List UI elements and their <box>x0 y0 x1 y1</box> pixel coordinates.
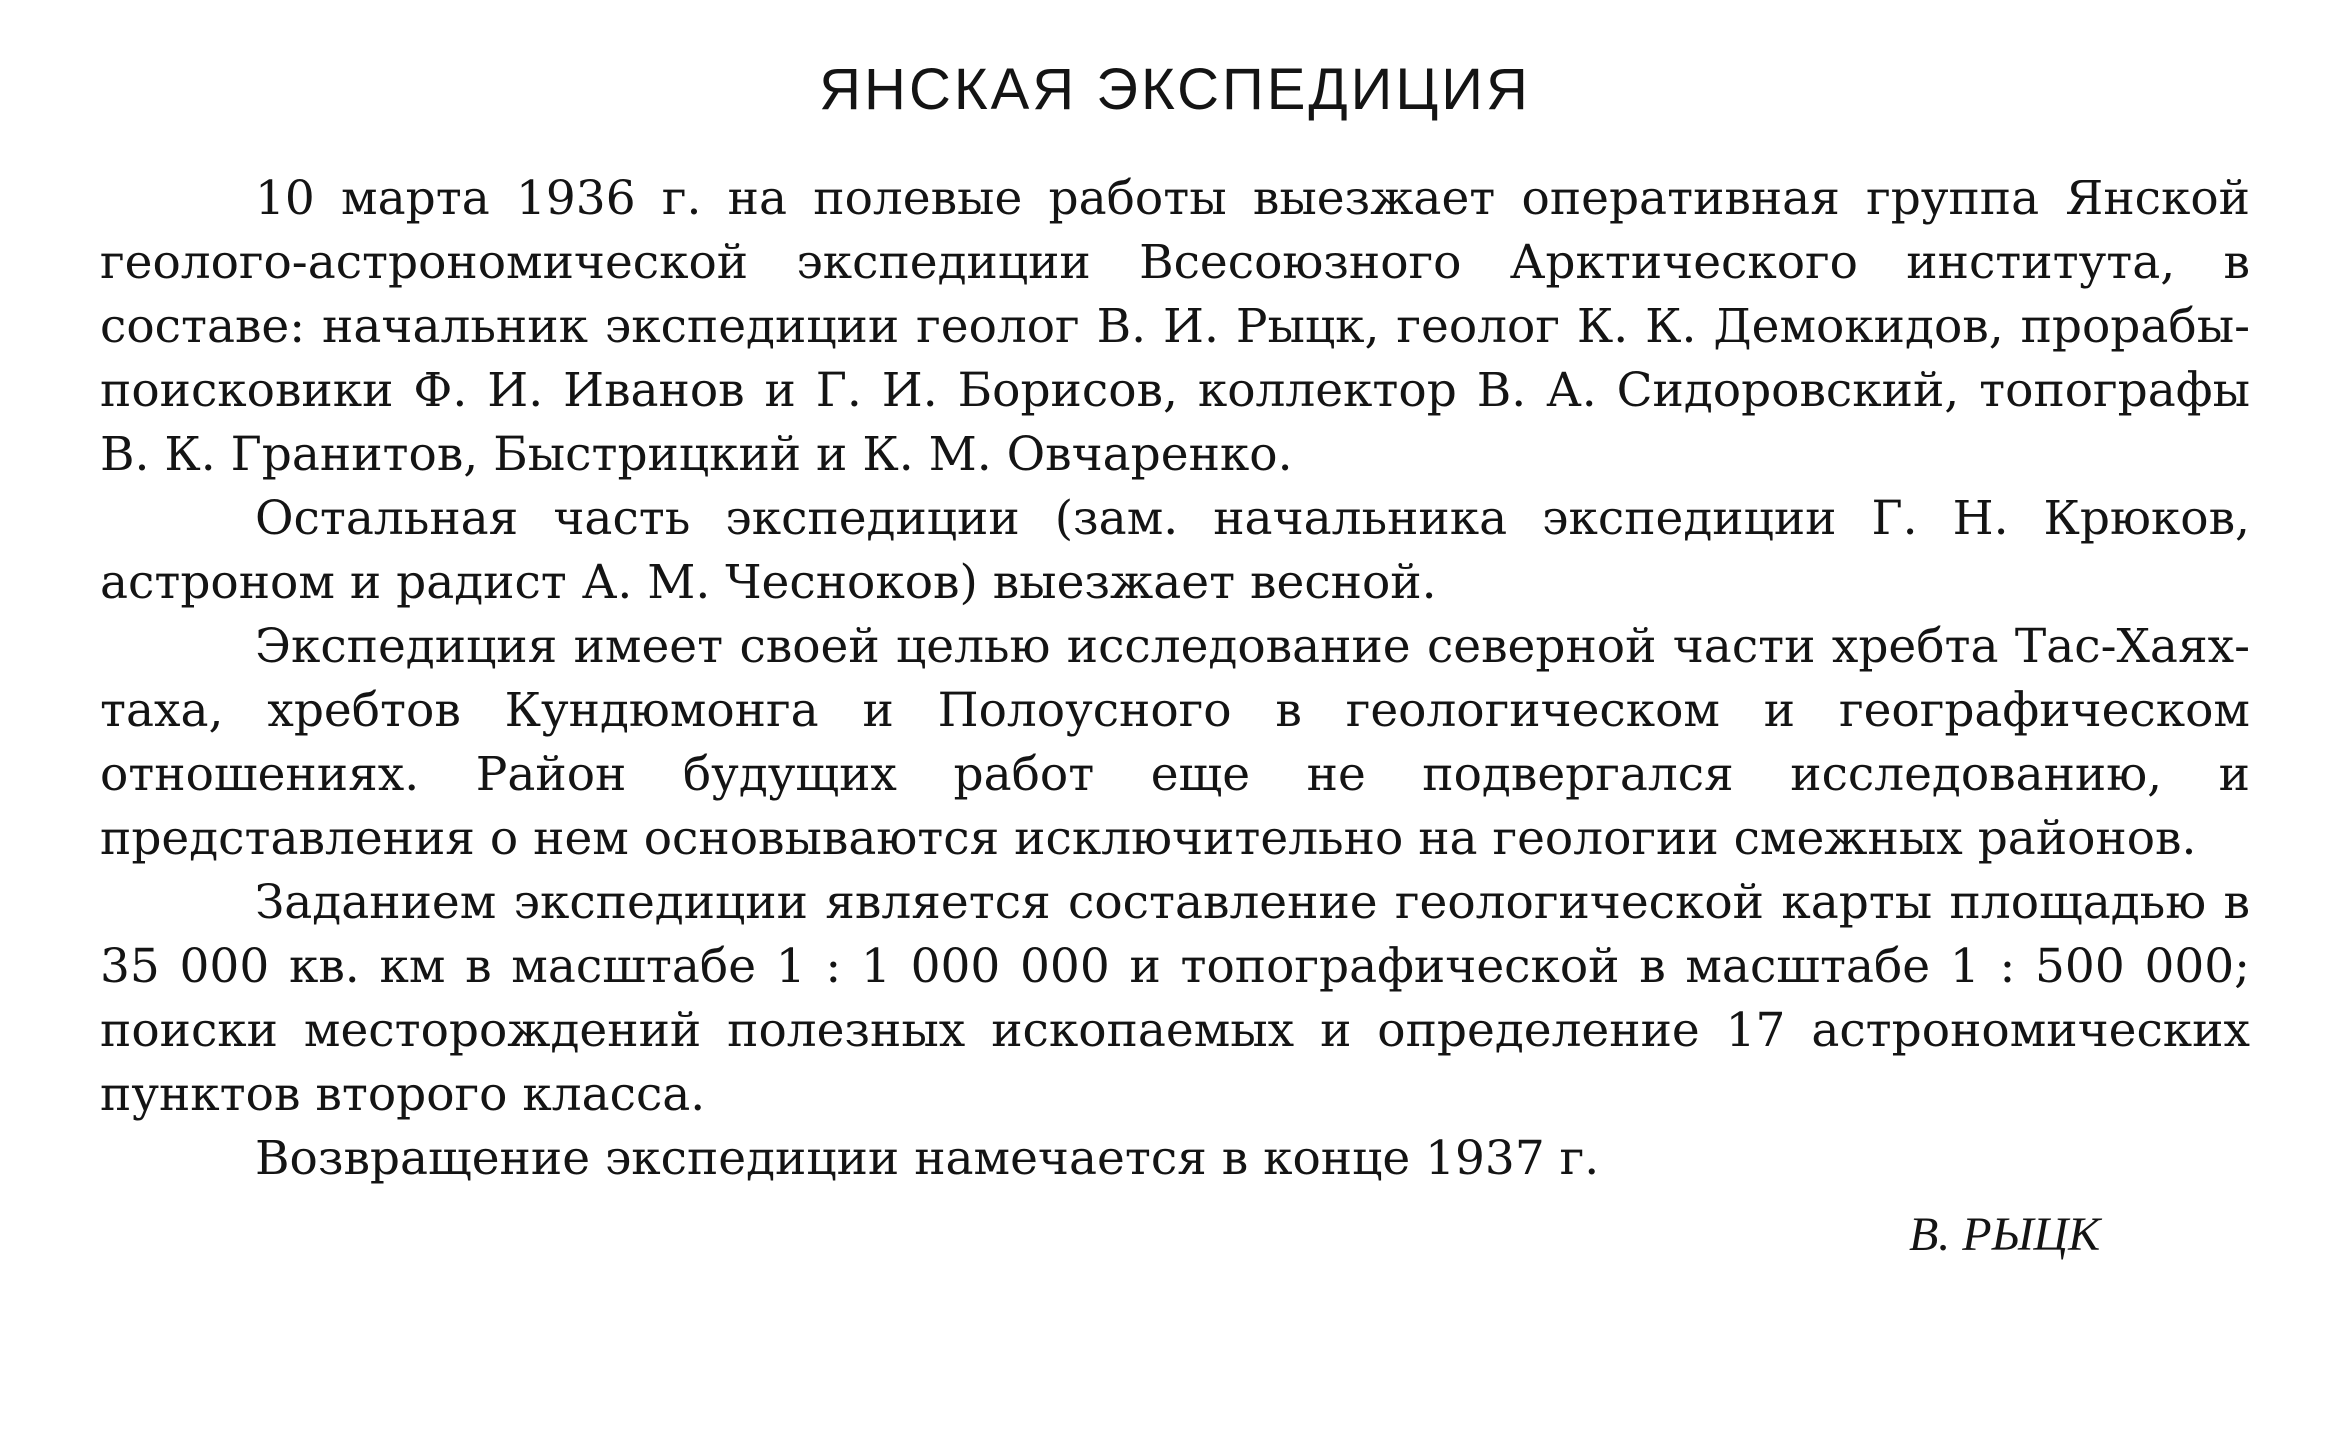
paragraph-expedition-tasks: Заданием экспедиции является составление геологической карты площадью в 35 000 кв. км в масштабе 1 : 1 000 000 и топографической в масштабе 1 : 500 000; поиски месторождений полезных ископаемых и определение 17 астрономических пунктов второго класса. <box>100 875 2250 1122</box>
paragraph-return-date: Возвращение экспедиции намечается в конце 1937 г. <box>255 1131 1600 1186</box>
article-body <box>100 167 2250 1191</box>
paragraph-expedition-goal: Экспедиция имеет своей целью исследование северной части хребта Тас-Хаях-таха, хребтов Кундюмонга и Полоусного в геологическом и географическом отношениях. Район будущих работ еще не подвергался исследованию, и представления о нем основываются исключительно на геологии смежных районов. <box>100 619 2250 866</box>
paragraph-expedition-group: 10 марта 1936 г. на полевые работы выезжает оперативная группа Янской геолого-астрономической экспедиции Всесоюзного Арктического института, в составе: начальник экспедиции геолог В. И. Рыцк, геолог К. К. Демокидов, прорабы-поисковики Ф. И. Иванов и Г. И. Борисов, коллектор В. А. Сидоровский, топографы В. К. Гранитов, Быстрицкий и К. М. Овчаренко. <box>100 171 2250 482</box>
author-signature: В. РЫЦК <box>1908 1208 2100 1261</box>
article-title: ЯНСКАЯ ЭКСПЕДИЦИЯ <box>819 57 1531 122</box>
paragraph-remaining-members: Остальная часть экспедиции (зам. начальника экспедиции Г. Н. Крюков, астроном и радист А. М. Чесноков) выезжает весной. <box>100 491 2250 610</box>
document-page <box>100 55 2250 1267</box>
